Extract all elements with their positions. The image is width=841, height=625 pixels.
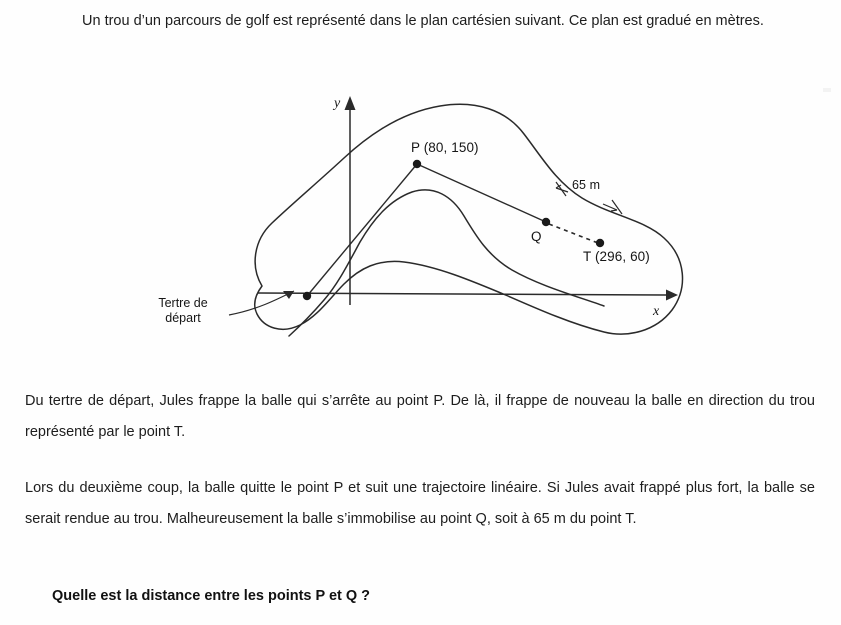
figure-canvas — [0, 88, 760, 363]
tee-callout-arrow — [229, 291, 294, 315]
intro-paragraph: Un trou d’un parcours de golf est représenté dans le plan cartésien suivant. Ce plan est gradué en mètres. — [82, 13, 764, 29]
question-prompt: Quelle est la distance entre les points P et Q ? — [52, 588, 371, 604]
scan-artifact — [823, 88, 831, 92]
y-axis — [345, 96, 356, 305]
tee-callout-label — [140, 296, 226, 326]
distance-label: 65 m — [572, 178, 601, 192]
point-q — [542, 218, 550, 226]
x-axis — [258, 290, 678, 301]
fairway-outline — [255, 104, 683, 334]
shot-tee-to-p — [307, 164, 417, 296]
point-p-label: P (80, 150) — [411, 140, 479, 155]
x-axis-label: x — [653, 304, 660, 319]
paragraph-first-shot: Du tertre de départ, Jules frappe la balle qui s’arrête au point P. De là, il frappe de nouveau la balle en direction du trou représenté par le point T. — [25, 393, 815, 440]
y-axis-label: y — [334, 96, 341, 111]
segment-q-to-t — [549, 224, 598, 243]
point-t-label: T (296, 60) — [583, 249, 650, 264]
paragraph-second-shot: Lors du deuxième coup, la balle quitte le point P et suit une trajectoire linéaire. Si Jules avait frappé plus fort, la balle se serait rendue au trou. Malheureusement la balle s’immobilise au point Q, soit à 65 m du point T. — [25, 480, 815, 527]
fairway-inner-edge — [289, 190, 604, 336]
tee-label-line-1: Tertre de — [158, 296, 208, 310]
golf-course-figure — [0, 88, 760, 363]
shot-p-to-q — [417, 164, 546, 222]
point-t — [596, 239, 604, 247]
point-q-label: Q — [531, 229, 542, 244]
tee-label-line-2: départ — [165, 311, 201, 325]
point-tee — [303, 292, 311, 300]
point-p — [413, 160, 421, 168]
